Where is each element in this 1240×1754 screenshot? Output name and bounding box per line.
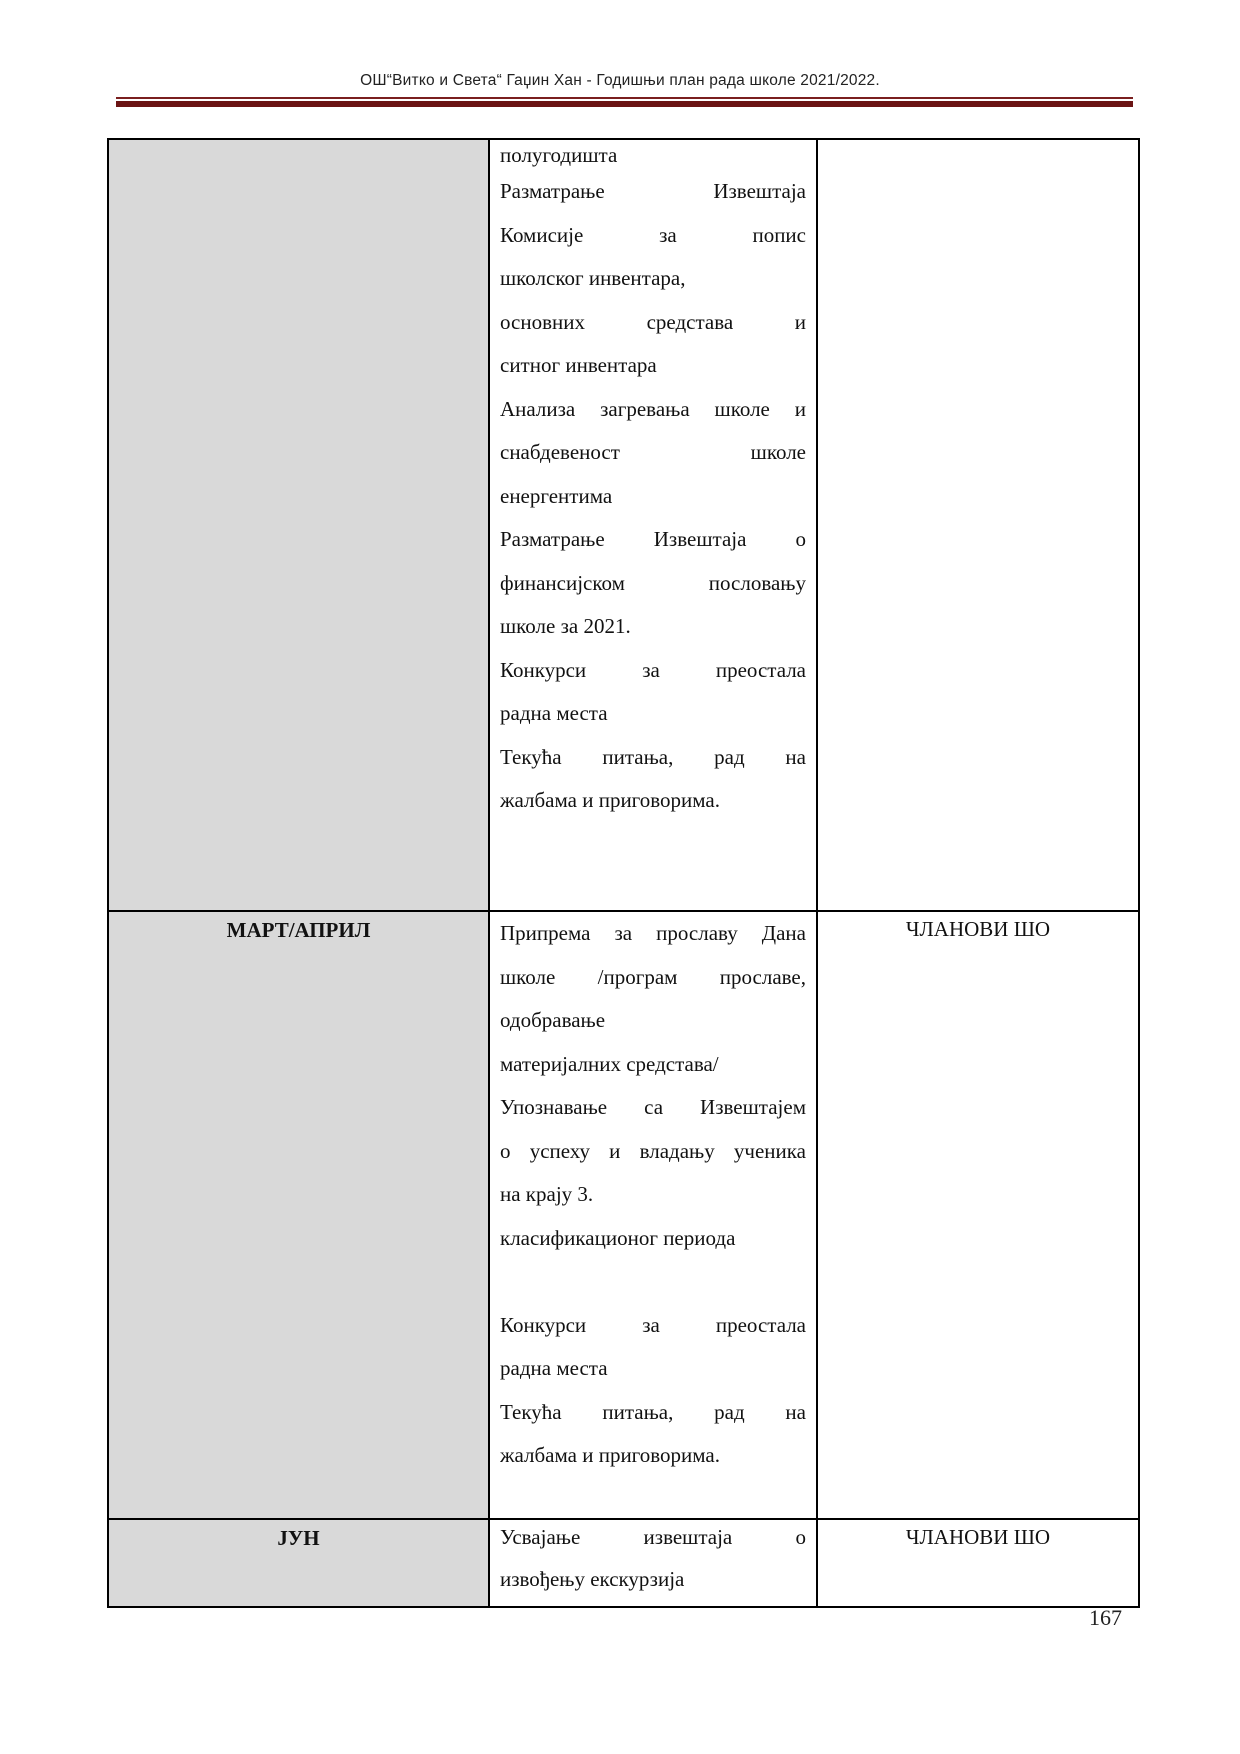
month-label: ЈУН xyxy=(277,1526,320,1550)
page-number: 167 xyxy=(1089,1605,1122,1630)
activity-line: радна места xyxy=(500,1356,608,1380)
activity-line: Упознавање са Извештајем xyxy=(500,1095,806,1119)
blank-line xyxy=(500,1260,806,1304)
activity-line: Разматрање Извештаја xyxy=(500,179,806,203)
month-cell xyxy=(108,1519,489,1607)
activity-line: ситног инвентара xyxy=(500,353,657,377)
activity-line: Разматрање Извештаја о xyxy=(500,527,806,551)
month-cell xyxy=(108,911,489,1519)
activity-line: одобравање xyxy=(500,1008,606,1032)
responsible-label: ЧЛАНОВИ ШО xyxy=(905,1525,1051,1549)
activity-line: жалбама и приговорима. xyxy=(500,1443,720,1467)
activity-line: Конкурси за преостала xyxy=(500,1312,806,1337)
table-row xyxy=(108,139,1139,911)
activity-line: школе за 2021. xyxy=(500,614,631,638)
responsible-cell xyxy=(817,139,1139,911)
table-row xyxy=(108,1519,1139,1607)
activity-line: енергентима xyxy=(500,483,613,508)
header-rule-thin xyxy=(116,97,1133,99)
header-rule-thick xyxy=(116,101,1133,107)
activity-line: Припрема за прославу Дана xyxy=(500,921,806,945)
table-row xyxy=(108,911,1139,1519)
activity-line: школе /програм прославе, xyxy=(500,964,806,989)
month-cell xyxy=(108,139,489,911)
activity-line: Конкурси за преостала xyxy=(500,657,806,682)
activity-line: снабдевеност школе xyxy=(500,440,806,464)
responsible-cell xyxy=(817,1519,1139,1607)
activities-cell xyxy=(489,1519,817,1607)
activities-cell xyxy=(489,911,817,1519)
activity-line: основних средстава и xyxy=(500,309,806,334)
activity-line: радна места xyxy=(500,701,608,725)
activity-line: жалбама и приговорима. xyxy=(500,788,720,812)
activity-line: полугодишта xyxy=(500,143,618,167)
responsible-cell xyxy=(817,911,1139,1519)
activity-line: Текућа питања, рад на xyxy=(500,744,806,769)
activity-line: финансијском пословању xyxy=(500,570,806,595)
month-label: МАРТ/АПРИЛ xyxy=(226,918,371,942)
page-header: ОШ“Витко и Света“ Гаџин Хан - Годишњи план рада школе 2021/2022. xyxy=(360,72,880,89)
activity-line: извођењу екскурзија xyxy=(500,1567,685,1591)
activity-line: Усвајање извештаја о xyxy=(500,1525,806,1549)
school-board-plan-table xyxy=(107,138,1140,1608)
activity-line: материјалних средстава/ xyxy=(500,1051,719,1076)
activity-line: Текућа питања, рад на xyxy=(500,1399,806,1424)
activity-line: класификационог периода xyxy=(500,1225,736,1250)
activity-line: Анализа загревања школе и xyxy=(500,396,806,421)
activity-line: о успеху и владању ученика xyxy=(500,1138,806,1163)
activity-line: школског инвентара, xyxy=(500,266,686,290)
responsible-label: ЧЛАНОВИ ШО xyxy=(905,917,1051,941)
activities-cell xyxy=(489,139,817,911)
activity-line: Комисије за попис xyxy=(500,222,806,247)
activity-line: на крају 3. xyxy=(500,1182,594,1206)
